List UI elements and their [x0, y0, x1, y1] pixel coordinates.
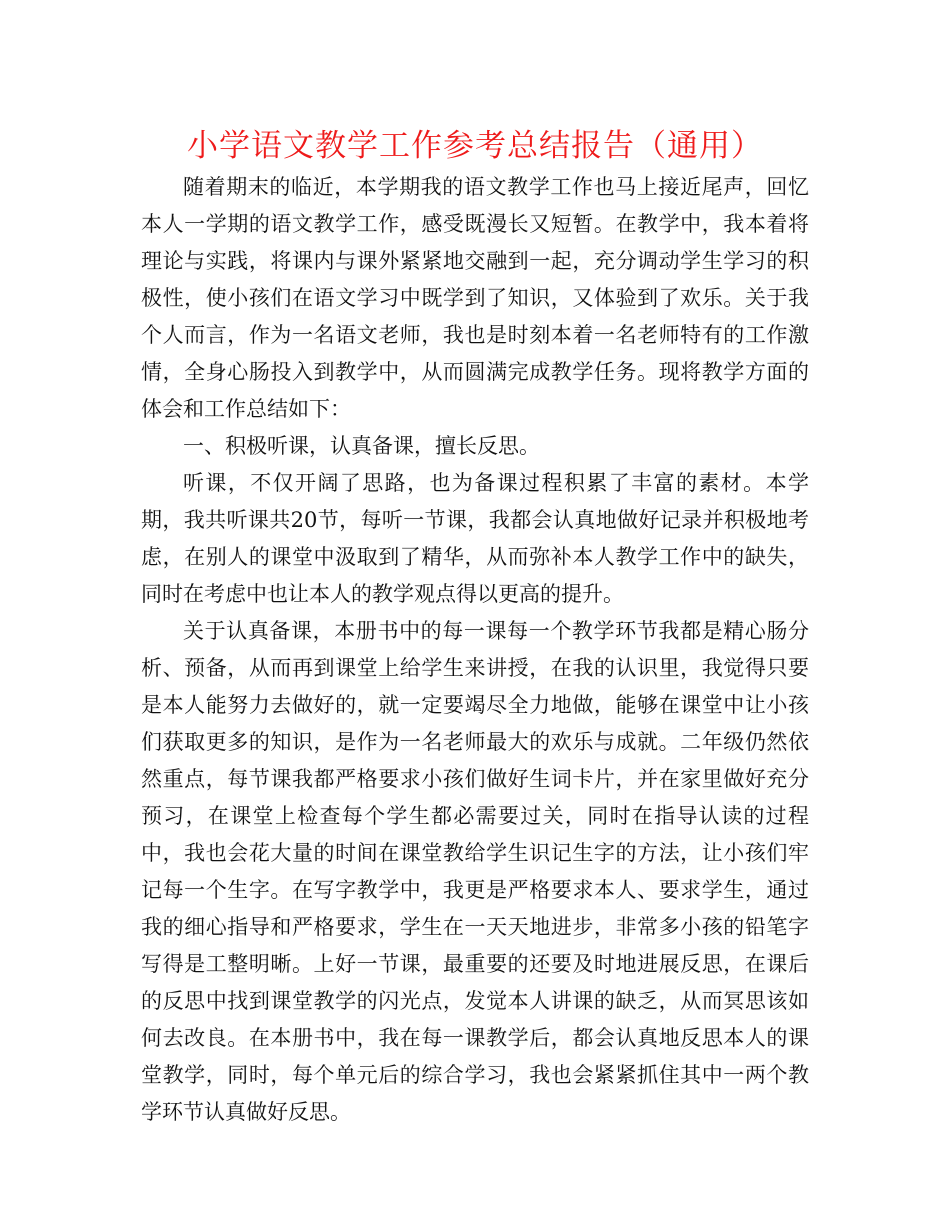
paragraph-intro: 随着期末的临近，本学期我的语文教学工作也马上接近尾声，回忆本人一学期的语文教学工作，感受既漫长又短暂。在教学中，我本着将理论与实践，将课内与课外紧紧地交融到一起，充分调动学生学习的积极性，使小孩们在语文学习中既学到了知识，又体验到了欢乐。关于我个人而言，作为一名语文老师，我也是时刻本着一名老师特有的工作激情，全身心肠投入到教学中，从而圆满完成教学任务。现将教学方面的体会和工作总结如下：	[141, 175, 809, 421]
section-heading: 一、积极听课，认真备课，擅长反思。	[183, 434, 540, 458]
paragraph-preparation: 关于认真备课，本册书中的每一课每一个教学环节我都是精心肠分析、预备，从而再到课堂上给学生来讲授，在我的认识里，我觉得只要是本人能努力去做好的，就一定要竭尽全力地做，能够在课堂中让小孩们获取更多的知识，是作为一名老师最大的欢乐与成就。二年级仍然依然重点，每节课我都严格要求小孩们做好生词卡片，并在家里做好充分预习，在课堂上检查每个学生都必需要过关，同时在指导认读的过程中，我也会花大量的时间在课堂教给学生识记生字的方法，让小孩们牢记每一个生字。在写字教学中，我更是严格要求本人、要求学生，通过我的细心指导和严格要求，学生在一天天地进步，非常多小孩的铅笔字写得是工整明晰。上好一节课，最重要的还要及时地进展反思，在课后的反思中找到课堂教学的闪光点，发觉本人讲课的缺乏，从而冥思该如何去改良。在本册书中，我在每一课教学后，都会认真地反思本人的课堂教学，同时，每个单元后的综合学习，我也会紧紧抓住其中一两个教学环节认真做好反思。	[141, 619, 809, 1124]
paragraph-listening: 听课，不仅开阔了思路，也为备课过程积累了丰富的素材。本学期，我共听课共20节，每听一节课，我都会认真地做好记录并积极地考虑，在别人的课堂中汲取到了精华，从而弥补本人教学工作中的缺失，同时在考虑中也让本人的教学观点得以更高的提升。	[141, 471, 809, 606]
document-body	[141, 169, 809, 1131]
document-title: 小学语文教学工作参考总结报告（通用）	[187, 128, 763, 164]
